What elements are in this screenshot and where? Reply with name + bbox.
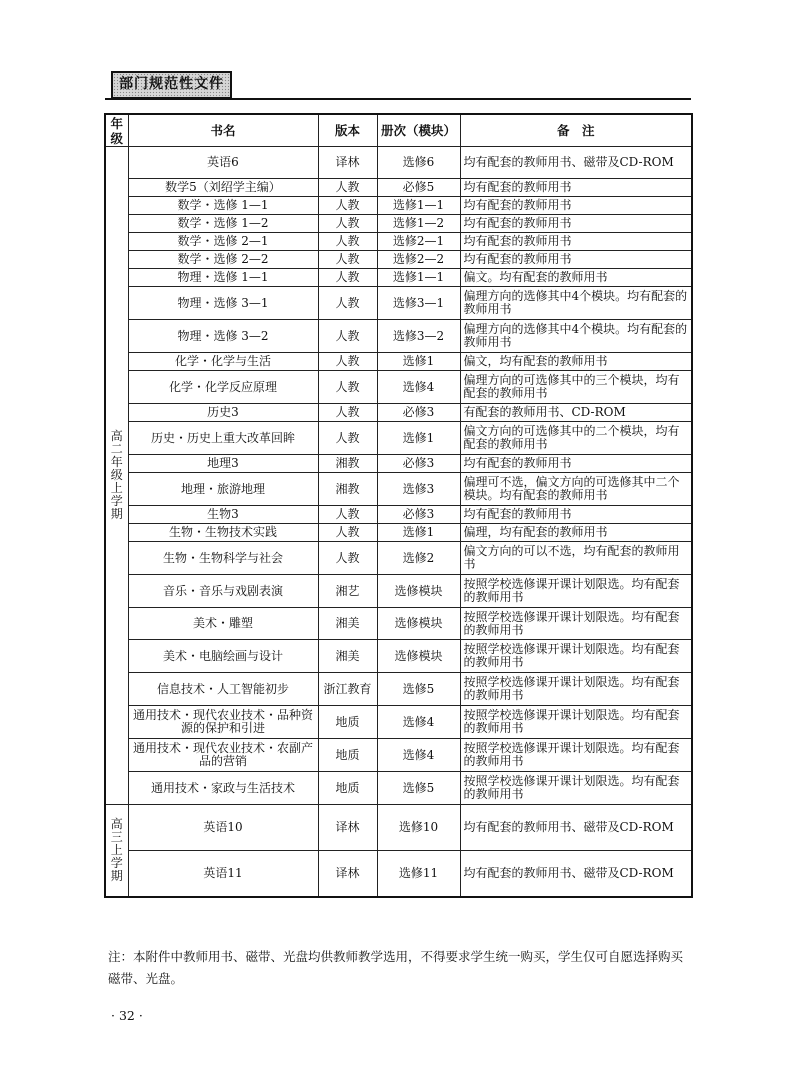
remarks-cell: 按照学校选修课开课计划限选。均有配套的教师用书 bbox=[460, 673, 692, 706]
edition-cell: 人教 bbox=[318, 251, 377, 269]
footnote: 注：本附件中教师用书、磁带、光盘均供教师教学选用，不得要求学生统一购买，学生仅可自愿选择购买磁带、光盘。 bbox=[108, 949, 684, 986]
book-cell: 物理・选修 3—1 bbox=[128, 287, 318, 320]
volume-cell: 选修10 bbox=[377, 805, 460, 851]
table-row bbox=[105, 320, 692, 353]
header-remarks: 备 注 bbox=[460, 114, 692, 147]
volume-cell: 选修1 bbox=[377, 422, 460, 455]
edition-cell: 浙江教育 bbox=[318, 673, 377, 706]
remarks-cell: 偏理，均有配套的教师用书 bbox=[460, 524, 692, 542]
volume-cell: 选修3—2 bbox=[377, 320, 460, 353]
volume-cell: 选修2—2 bbox=[377, 251, 460, 269]
edition-cell: 人教 bbox=[318, 524, 377, 542]
volume-cell: 选修3—1 bbox=[377, 287, 460, 320]
remarks-cell: 均有配套的教师用书 bbox=[460, 455, 692, 473]
edition-cell: 人教 bbox=[318, 542, 377, 575]
remarks-cell: 偏文。均有配套的教师用书 bbox=[460, 269, 692, 287]
table-row bbox=[105, 706, 692, 739]
header-rule bbox=[105, 98, 691, 100]
edition-cell: 人教 bbox=[318, 353, 377, 371]
header-book: 书名 bbox=[128, 114, 318, 147]
book-cell: 物理・选修 1—1 bbox=[128, 269, 318, 287]
table-row bbox=[105, 473, 692, 506]
remarks-cell: 按照学校选修课开课计划限选。均有配套的教师用书 bbox=[460, 772, 692, 805]
edition-cell: 人教 bbox=[318, 320, 377, 353]
book-cell: 数学・选修 1—2 bbox=[128, 215, 318, 233]
header-edition: 版本 bbox=[318, 114, 377, 147]
remarks-cell: 偏理可不选，偏文方向的可选修其中二个模块。均有配套的教师用书 bbox=[460, 473, 692, 506]
page-number: · 32 · bbox=[111, 1008, 143, 1023]
table-row bbox=[105, 422, 692, 455]
remarks-cell: 按照学校选修课开课计划限选。均有配套的教师用书 bbox=[460, 706, 692, 739]
book-cell: 数学・选修 2—2 bbox=[128, 251, 318, 269]
book-cell: 英语6 bbox=[128, 147, 318, 179]
volume-cell: 选修2 bbox=[377, 542, 460, 575]
volume-cell: 选修4 bbox=[377, 371, 460, 404]
volume-cell: 选修5 bbox=[377, 772, 460, 805]
table-row bbox=[105, 640, 692, 673]
edition-cell: 地质 bbox=[318, 706, 377, 739]
table-row bbox=[105, 197, 692, 215]
table-row bbox=[105, 851, 692, 897]
remarks-cell: 按照学校选修课开课计划限选。均有配套的教师用书 bbox=[460, 575, 692, 608]
table-body bbox=[105, 147, 692, 897]
edition-cell: 人教 bbox=[318, 233, 377, 251]
volume-cell: 选修5 bbox=[377, 673, 460, 706]
book-cell: 通用技术・现代农业技术・品种资源的保护和引进 bbox=[128, 706, 318, 739]
book-cell: 生物・生物技术实践 bbox=[128, 524, 318, 542]
table-row bbox=[105, 805, 692, 851]
grade-cell: 高二年级上学期 bbox=[105, 147, 128, 805]
remarks-cell: 有配套的教师用书、CD-ROM bbox=[460, 404, 692, 422]
book-cell: 地理・旅游地理 bbox=[128, 473, 318, 506]
table-row bbox=[105, 506, 692, 524]
table-row bbox=[105, 673, 692, 706]
edition-cell: 人教 bbox=[318, 197, 377, 215]
edition-cell: 湘教 bbox=[318, 473, 377, 506]
volume-cell: 必修3 bbox=[377, 455, 460, 473]
edition-cell: 人教 bbox=[318, 506, 377, 524]
volume-cell: 必修3 bbox=[377, 404, 460, 422]
remarks-cell: 均有配套的教师用书 bbox=[460, 197, 692, 215]
table-row bbox=[105, 404, 692, 422]
edition-cell: 人教 bbox=[318, 404, 377, 422]
remarks-cell: 偏理方向的可选修其中的三个模块，均有配套的教师用书 bbox=[460, 371, 692, 404]
book-cell: 化学・化学反应原理 bbox=[128, 371, 318, 404]
edition-cell: 湘美 bbox=[318, 640, 377, 673]
volume-cell: 选修模块 bbox=[377, 608, 460, 640]
table-row bbox=[105, 772, 692, 805]
remarks-cell: 偏文方向的可选修其中的二个模块，均有配套的教师用书 bbox=[460, 422, 692, 455]
table-row bbox=[105, 147, 692, 179]
table-row bbox=[105, 608, 692, 640]
remarks-cell: 偏理方向的选修其中4个模块。均有配套的教师用书 bbox=[460, 320, 692, 353]
section-label: 部门规范性文件 bbox=[111, 71, 232, 99]
header-grade: 年级 bbox=[105, 114, 128, 147]
book-cell: 物理・选修 3—2 bbox=[128, 320, 318, 353]
volume-cell: 选修1—2 bbox=[377, 215, 460, 233]
volume-cell: 必修5 bbox=[377, 179, 460, 197]
edition-cell: 人教 bbox=[318, 422, 377, 455]
edition-cell: 地质 bbox=[318, 739, 377, 772]
volume-cell: 选修2—1 bbox=[377, 233, 460, 251]
edition-cell: 湘艺 bbox=[318, 575, 377, 608]
book-cell: 通用技术・家政与生活技术 bbox=[128, 772, 318, 805]
edition-cell: 人教 bbox=[318, 287, 377, 320]
volume-cell: 选修1—1 bbox=[377, 269, 460, 287]
book-cell: 信息技术・人工智能初步 bbox=[128, 673, 318, 706]
remarks-cell: 均有配套的教师用书、磁带及CD-ROM bbox=[460, 805, 692, 851]
edition-cell: 地质 bbox=[318, 772, 377, 805]
volume-cell: 选修3 bbox=[377, 473, 460, 506]
table-row bbox=[105, 269, 692, 287]
remarks-cell: 均有配套的教师用书 bbox=[460, 506, 692, 524]
table-row bbox=[105, 739, 692, 772]
volume-cell: 选修6 bbox=[377, 147, 460, 179]
volume-cell: 选修模块 bbox=[377, 575, 460, 608]
volume-cell: 选修4 bbox=[377, 739, 460, 772]
book-cell: 美术・雕塑 bbox=[128, 608, 318, 640]
book-cell: 生物3 bbox=[128, 506, 318, 524]
table-row bbox=[105, 371, 692, 404]
table-header-row bbox=[105, 114, 692, 147]
table-row bbox=[105, 179, 692, 197]
book-cell: 生物・生物科学与社会 bbox=[128, 542, 318, 575]
book-cell: 音乐・音乐与戏剧表演 bbox=[128, 575, 318, 608]
table-row bbox=[105, 353, 692, 371]
remarks-cell: 按照学校选修课开课计划限选。均有配套的教师用书 bbox=[460, 640, 692, 673]
remarks-cell: 按照学校选修课开课计划限选。均有配套的教师用书 bbox=[460, 608, 692, 640]
book-cell: 英语10 bbox=[128, 805, 318, 851]
book-cell: 数学・选修 1—1 bbox=[128, 197, 318, 215]
remarks-cell: 均有配套的教师用书、磁带及CD-ROM bbox=[460, 851, 692, 897]
book-cell: 历史3 bbox=[128, 404, 318, 422]
remarks-cell: 均有配套的教师用书 bbox=[460, 233, 692, 251]
book-cell: 数学5（刘绍学主编） bbox=[128, 179, 318, 197]
grade-cell: 高三上学期 bbox=[105, 805, 128, 897]
remarks-cell: 均有配套的教师用书 bbox=[460, 215, 692, 233]
edition-cell: 湘美 bbox=[318, 608, 377, 640]
volume-cell: 选修11 bbox=[377, 851, 460, 897]
remarks-cell: 均有配套的教师用书 bbox=[460, 251, 692, 269]
table-row bbox=[105, 233, 692, 251]
edition-cell: 人教 bbox=[318, 179, 377, 197]
edition-cell: 译林 bbox=[318, 147, 377, 179]
book-cell: 美术・电脑绘画与设计 bbox=[128, 640, 318, 673]
volume-cell: 选修1 bbox=[377, 353, 460, 371]
table-row bbox=[105, 215, 692, 233]
edition-cell: 湘教 bbox=[318, 455, 377, 473]
volume-cell: 选修4 bbox=[377, 706, 460, 739]
edition-cell: 人教 bbox=[318, 215, 377, 233]
edition-cell: 译林 bbox=[318, 805, 377, 851]
table-row bbox=[105, 251, 692, 269]
book-cell: 通用技术・现代农业技术・农副产品的营销 bbox=[128, 739, 318, 772]
table-row bbox=[105, 455, 692, 473]
header-volume: 册次（模块） bbox=[377, 114, 460, 147]
book-cell: 数学・选修 2—1 bbox=[128, 233, 318, 251]
edition-cell: 人教 bbox=[318, 371, 377, 404]
edition-cell: 人教 bbox=[318, 269, 377, 287]
volume-cell: 选修模块 bbox=[377, 640, 460, 673]
table-row bbox=[105, 524, 692, 542]
remarks-cell: 均有配套的教师用书 bbox=[460, 179, 692, 197]
table-row bbox=[105, 542, 692, 575]
textbook-table bbox=[104, 113, 693, 898]
remarks-cell: 均有配套的教师用书、磁带及CD-ROM bbox=[460, 147, 692, 179]
book-cell: 化学・化学与生活 bbox=[128, 353, 318, 371]
volume-cell: 选修1 bbox=[377, 524, 460, 542]
table-row bbox=[105, 575, 692, 608]
book-cell: 地理3 bbox=[128, 455, 318, 473]
remarks-cell: 偏文，均有配套的教师用书 bbox=[460, 353, 692, 371]
book-cell: 英语11 bbox=[128, 851, 318, 897]
book-cell: 历史・历史上重大改革回眸 bbox=[128, 422, 318, 455]
remarks-cell: 按照学校选修课开课计划限选。均有配套的教师用书 bbox=[460, 739, 692, 772]
table-row bbox=[105, 287, 692, 320]
edition-cell: 译林 bbox=[318, 851, 377, 897]
remarks-cell: 偏理方向的选修其中4个模块。均有配套的教师用书 bbox=[460, 287, 692, 320]
volume-cell: 必修3 bbox=[377, 506, 460, 524]
volume-cell: 选修1—1 bbox=[377, 197, 460, 215]
remarks-cell: 偏文方向的可以不选，均有配套的教师用书 bbox=[460, 542, 692, 575]
